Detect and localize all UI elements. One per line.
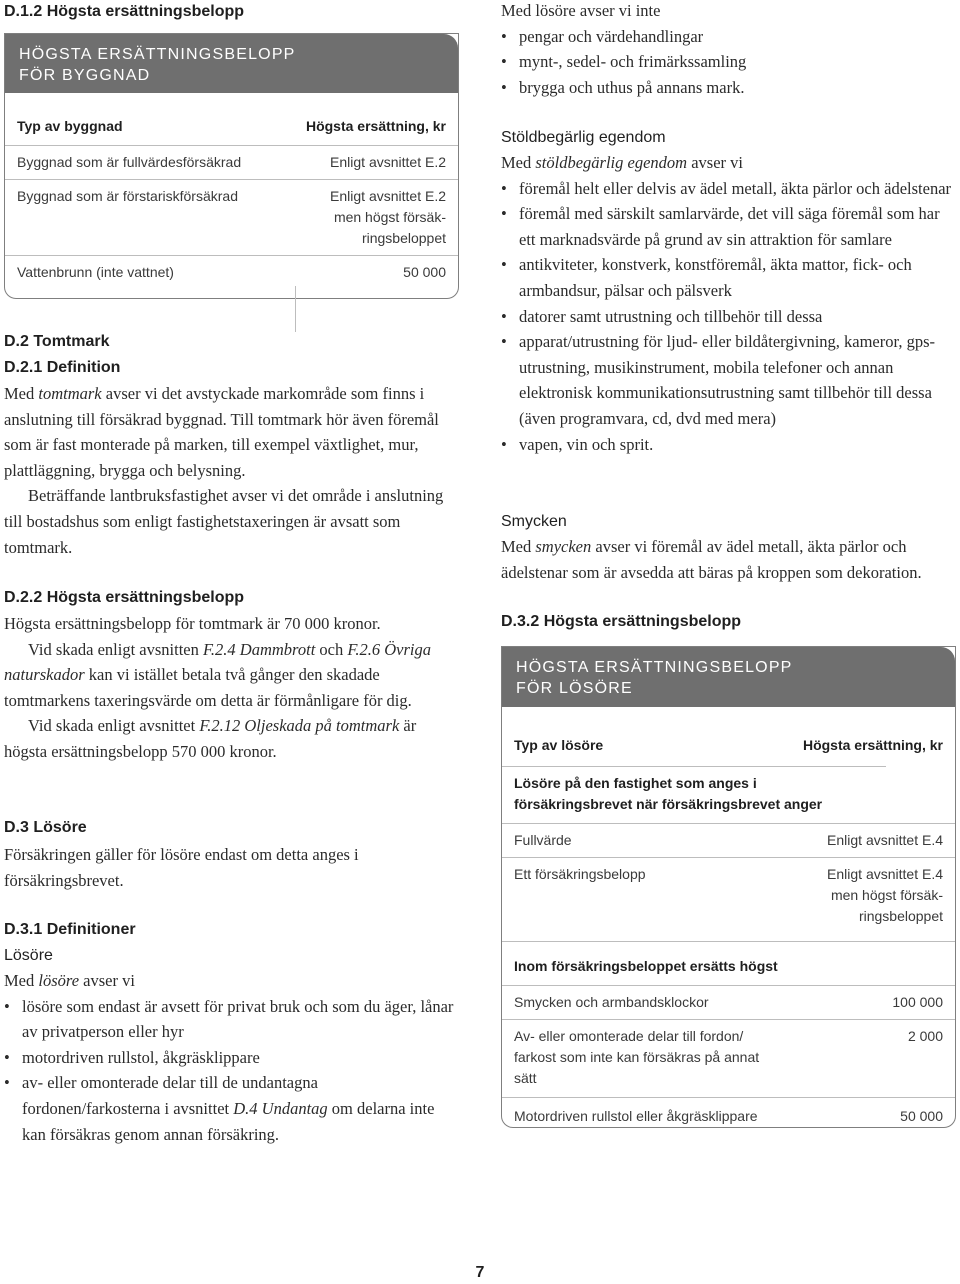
list-item: • antikviteter, konstverk, konstföremål, äkta mattor, fick- och armbandsur, pälsar och pälsverk [501, 252, 956, 303]
list-item: • lösöre som endast är avsett för privat bruk och som du äger, lånar av privatperson eller hyr [4, 994, 459, 1045]
table-header [5, 34, 458, 93]
table-column-headers [5, 114, 458, 145]
list-item: • brygga och uthus på annans mark. [501, 75, 956, 101]
table-row: Vattenbrunn (inte vattnet) 50 000 [5, 255, 458, 289]
section-heading-d31: D.3.1 Definitioner [4, 921, 136, 938]
table-title-line2: FÖR BYGGNAD [19, 67, 151, 84]
table-row: Smycken och armbandsklockor 100 000 [502, 985, 955, 1019]
table-section-heading: Lösöre på den fastighet som anges i försäkringsbrevet när försäkringsbrevet anger [502, 766, 886, 823]
section-heading-d2: D.2 Tomtmark [4, 333, 110, 350]
column-header-type: Typ av lösöre [514, 737, 604, 753]
list-losore-inte [501, 24, 956, 101]
table-title-line1: HÖGSTA ERSÄTTNINGSBELOPP [19, 46, 296, 63]
section-heading-d32: D.3.2 Högsta ersättningsbelopp [501, 613, 742, 630]
table-row: Fullvärde Enligt avsnittet E.4 [502, 823, 955, 857]
paragraph-lantbruksfastighet: Beträffande lantbruksfastighet avser vi det område i anslutning till bostadshus som enligt fastighetstaxeringen är avsatt som tomtmark. [4, 486, 444, 557]
list-item: • mynt-, sedel- och frimärkssamling [501, 49, 956, 75]
paragraph-tomtmark-belopp: Högsta ersättningsbelopp för tomtmark är 70 000 kronor. [4, 614, 381, 633]
table-title-line2: FÖR LÖSÖRE [516, 680, 633, 697]
list-item: • pengar och värdehandlingar [501, 24, 956, 50]
list-item: • föremål helt eller delvis av ädel metall, äkta pärlor och ädelstenar [501, 176, 956, 202]
section-heading-d21: D.2.1 Definition [4, 359, 121, 376]
list-item: • datorer samt utrustning och tillbehör till dessa [501, 304, 956, 330]
table-header [502, 647, 955, 707]
list-item: • av- eller omonterade delar till de undantagna fordonen/farkosterna i avsnittet D.4 Undantag om delarna inte kan försäkras genom annan försäkring. [4, 1070, 459, 1147]
paragraph-stold-intro: Med stöldbegärlig egendom avser vi [501, 153, 743, 172]
section-heading-d3: D.3 Lösöre [4, 819, 87, 836]
subheading-stoldbegarlig: Stöldbegärlig egendom [501, 129, 666, 146]
list-stoldbegarlig [501, 176, 956, 458]
paragraph-losore-intro: Med lösöre avser vi [4, 971, 135, 990]
paragraph-oljeskada: Vid skada enligt avsnittet F.2.12 Oljeskada på tomtmark är högsta ersättningsbelopp 570 000 kronor. [4, 716, 417, 761]
subheading-losore: Lösöre [4, 947, 53, 964]
table-hogsta-ersattning-losore [501, 646, 956, 1128]
section-heading-d22: D.2.2 Högsta ersättningsbelopp [4, 589, 245, 606]
column-header-amount: Högsta ersättning, kr [305, 118, 446, 134]
subheading-smycken: Smycken [501, 513, 567, 530]
list-item: • föremål med särskilt samlarvärde, det vill säga föremål som har ett marknadsvärde på grund av sin attraktion för samlare [501, 201, 956, 252]
page-number: 7 [475, 1264, 485, 1281]
column-header-type: Typ av byggnad [17, 118, 123, 134]
paragraph-dammbrott: Vid skada enligt avsnitten F.2.4 Dammbrott och F.2.6 Övriga naturskador kan vi istället betala två gånger den skadade tomtmarkens taxeringsvärde om detta är förmånligare för dig. [4, 639, 431, 710]
column-header-amount: Högsta ersättning, kr [802, 737, 943, 753]
table-row: Byggnad som är fullvärdesförsäkrad Enligt avsnittet E.2 [5, 145, 458, 179]
paragraph-smycken: Med smycken avser vi föremål av ädel metall, äkta pärlor och ädelstenar som är avsedda att bäras på kroppen som dekoration. [501, 537, 922, 582]
table-row: Ett försäkringsbelopp Enligt avsnittet E.4 men högst försäk- ringsbeloppet [502, 857, 955, 941]
table-title-line1: HÖGSTA ERSÄTTNINGSBELOPP [516, 659, 793, 676]
table-row: Av- eller omonterade delar till fordon/ farkost som inte kan försäkras på annat sätt 2 000 [502, 1019, 955, 1097]
paragraph-losore-inte: Med lösöre avser vi inte [501, 1, 661, 20]
list-item: • motordriven rullstol, åkgräsklippare [4, 1045, 459, 1071]
table-row: Motordriven rullstol eller åkgräsklippare 50 000 [502, 1097, 955, 1133]
paragraph-losore-galler: Försäkringen gäller för lösöre endast om detta anges i försäkringsbrevet. [4, 845, 359, 890]
section-heading-d12: D.1.2 Högsta ersättningsbelopp [4, 3, 245, 20]
paragraph-tomtmark-definition: Med tomtmark avser vi det avstyckade markområde som finns i anslutning till försäkrad byggnad. Till tomtmark hör även föremål som är fast monterade på marken, till exempel växtlighet, mur, plattläggning, brygga och belysning. [4, 384, 439, 480]
list-item: • vapen, vin och sprit. [501, 432, 956, 458]
list-losore [4, 994, 459, 1148]
table-row: Byggnad som är förstariskförsäkrad Enligt avsnittet E.2 men högst försäk- ringsbeloppet [5, 179, 458, 255]
table-column-headers [502, 733, 955, 766]
table-section-heading: Inom försäkringsbeloppet ersätts högst [502, 941, 955, 985]
table-hogsta-ersattning-byggnad [4, 33, 459, 299]
list-item: • apparat/utrustning för ljud- eller bildåtergivning, kameror, gps-utrustning, musikinstrument, mobila telefoner och annan elektronisk kommunikationsutrustning samt tillbehör till dessa (även programvara, cd, dvd med mera) [501, 329, 956, 431]
